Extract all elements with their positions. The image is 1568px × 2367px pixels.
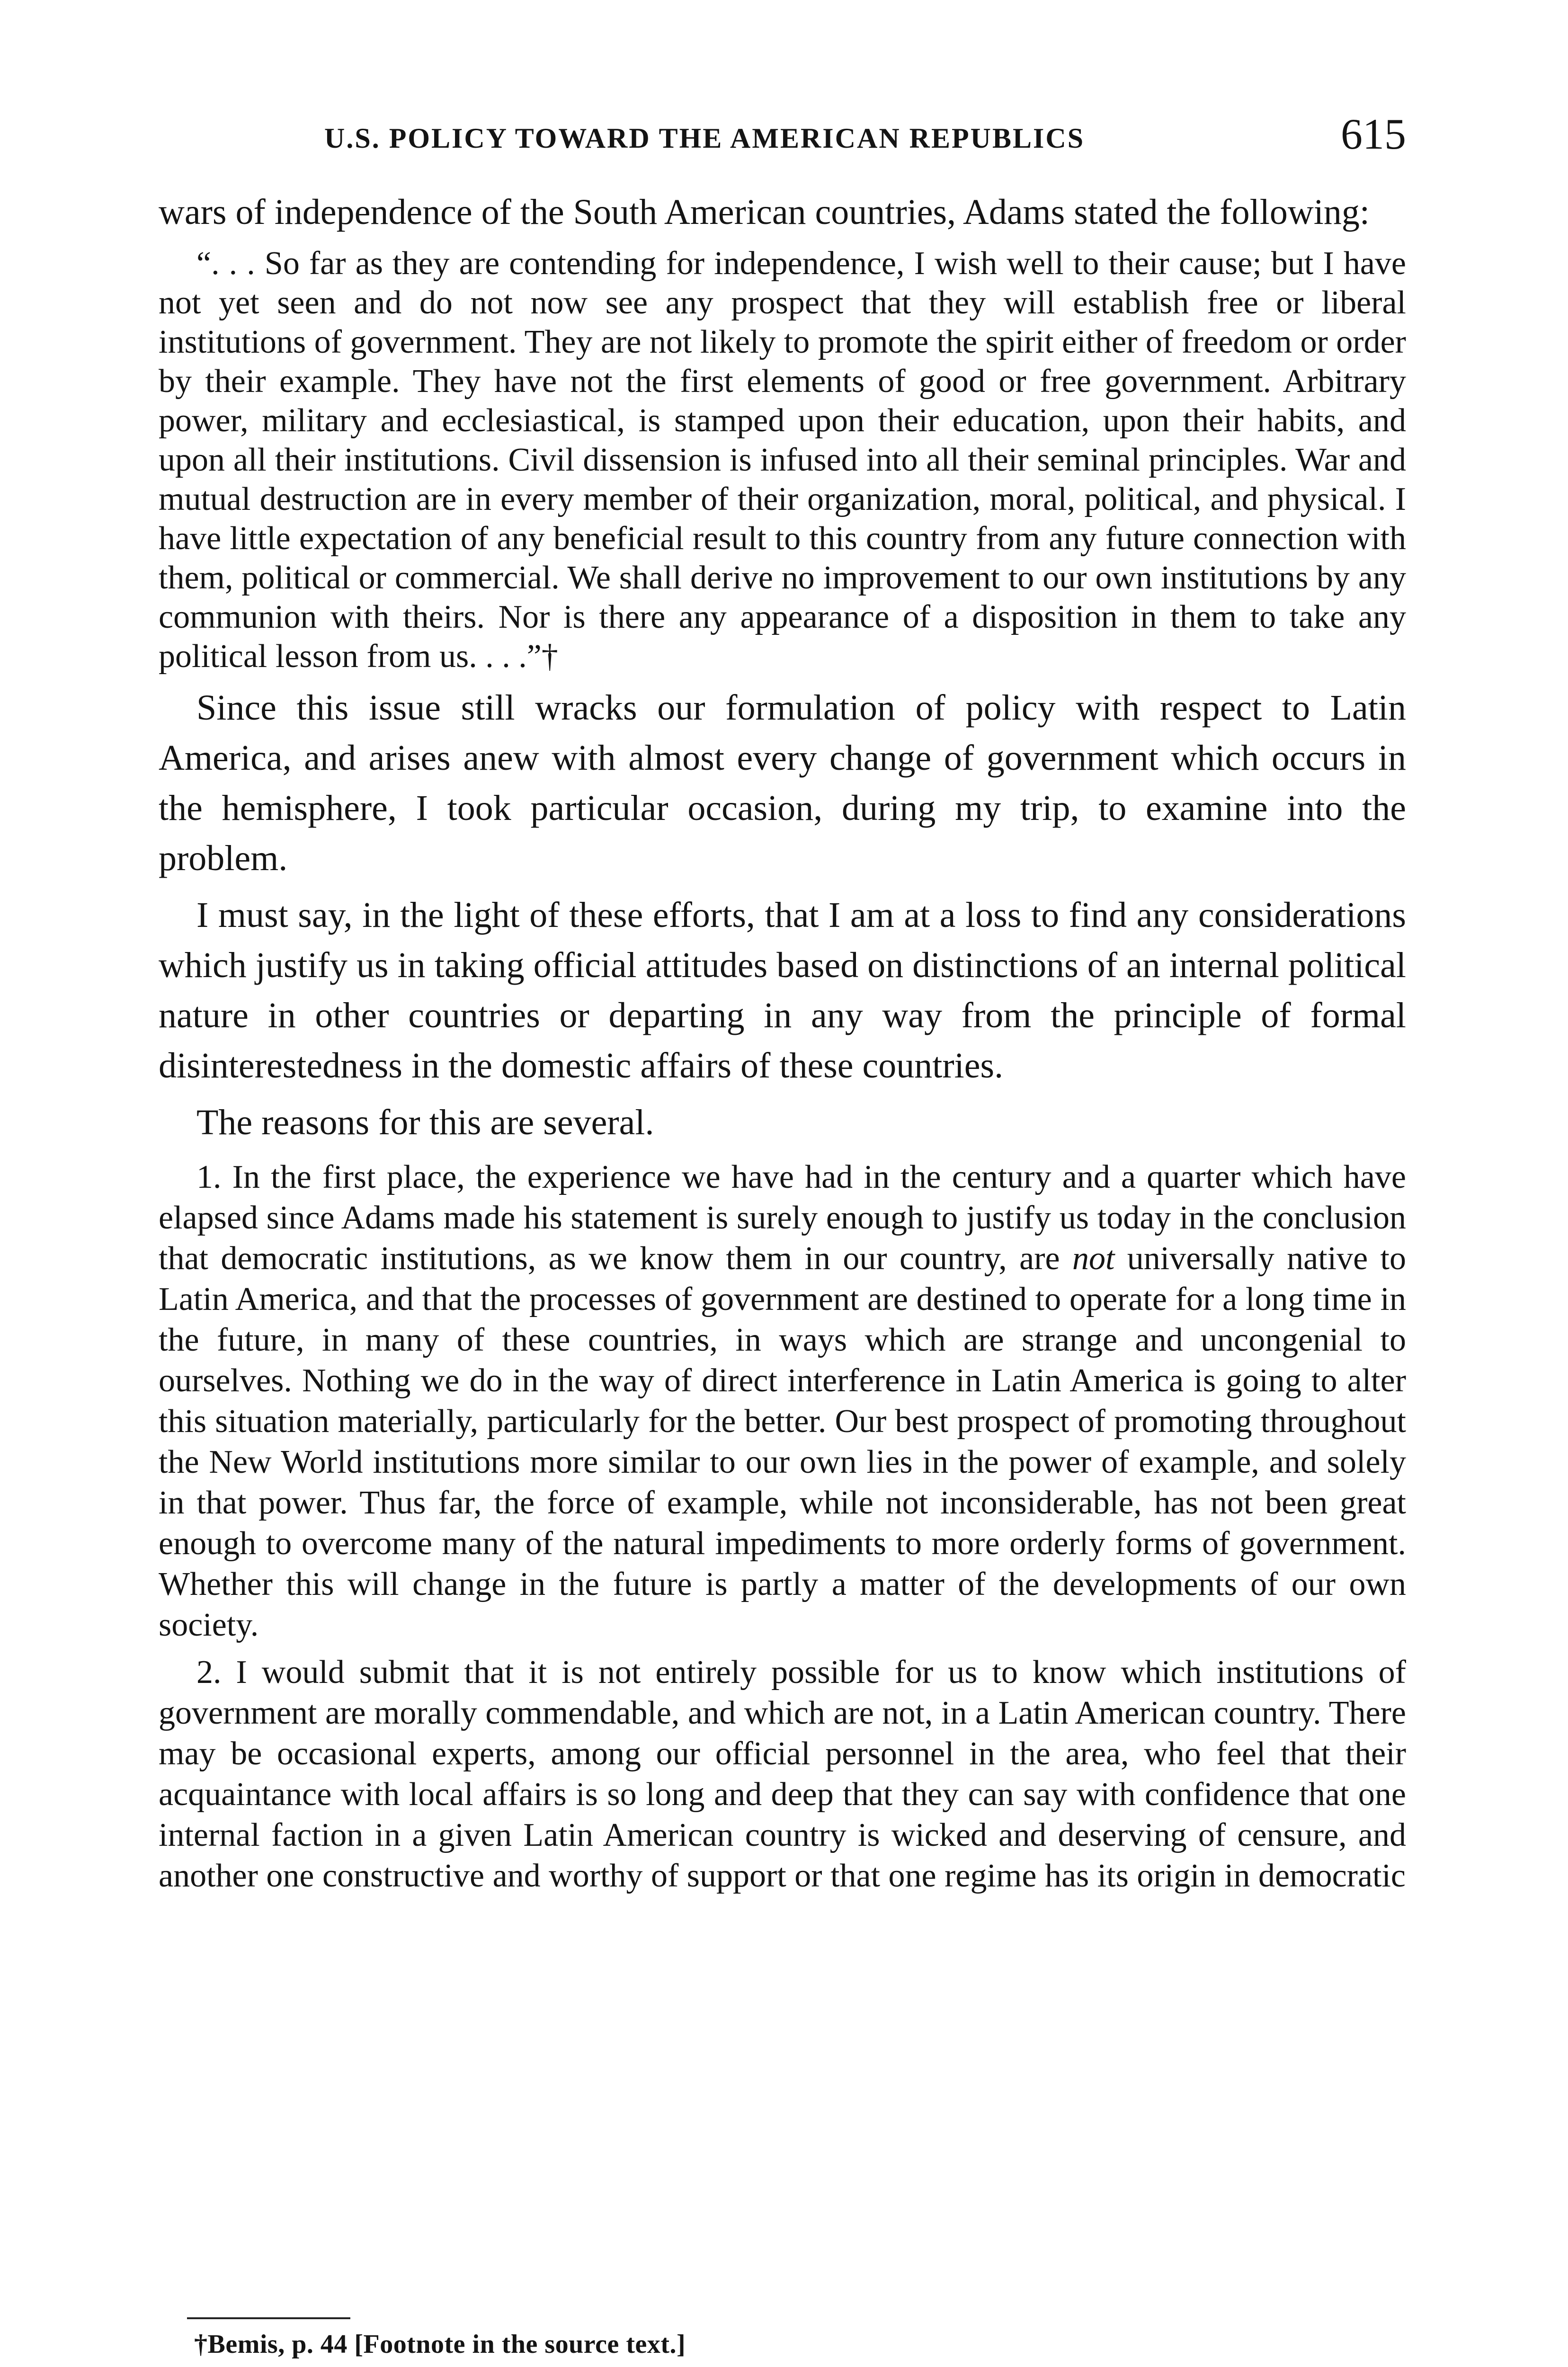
- numbered-point-1: [159, 1157, 1406, 1646]
- footnote: †Bemis, p. 44 [Footnote in the source text.]: [194, 2330, 686, 2359]
- paragraph-considerations: I must say, in the light of these efforts, that I am at a loss to find any considerations which justify us in taking official attitudes based on distinctions of an internal political nature in other countries or departing in any way from the principle of formal disinterestedness in the domestic affairs of these countries.: [159, 895, 1406, 1086]
- paragraph-issue: Since this issue still wracks our formulation of policy with respect to Latin America, and arises anew with almost every change of government which occurs in the hemisphere, I took particular occasion, during my trip, to examine into the problem.: [159, 688, 1406, 878]
- adams-quotation: “. . . So far as they are contending for independence, I wish well to their cause; but I have not yet seen and do not now see any prospect that they will establish free or liberal institutions of government. They are not likely to promote the spirit either of freedom or order by their example. They have not the first elements of good or free government. Arbitrary power, military and ecclesiastical, is stamped upon their education, upon their habits, and upon all their institutions. Civil dissension is infused into all their seminal principles. War and mutual destruction are in every member of their organization, moral, political, and physical. I have little expectation of any beneficial result to this country from any future connection with them, political or commercial. We shall derive no improvement to our own institutions by any communion with theirs. Nor is there any appearance of a disposition in them to take any political lesson from us. . . .”†: [159, 245, 1406, 675]
- document-page: [159, 109, 1406, 1896]
- footnote-divider: [187, 2317, 350, 2319]
- point-1-text-b: universally native to Latin America, and that the processes of government are destined to operate for a long time in the future, in many of these countries, in ways which are strange and uncongenial to ourselves. Nothing we do in the way of direct interference in Latin America is going to alter this situation materially, particularly for the better. Our best prospect of promoting throughout the New World institutions more similar to our own lies in the power of example, and solely in that power. Thus far, the force of example, while not inconsiderable, has not been great enough to overcome many of the natural impediments to more orderly forms of government. Whether this will change in the future is partly a matter of the developments of our own society.: [159, 1240, 1406, 1643]
- running-head: [159, 109, 1406, 161]
- running-head-title: U.S. POLICY TOWARD THE AMERICAN REPUBLICS: [324, 123, 1085, 154]
- page-number: 615: [1341, 110, 1406, 158]
- paragraph-reasons: The reasons for this are several.: [196, 1103, 654, 1142]
- point-1-text-a: 1. In the first place, the experience we have had in the century and a quarter which have elapsed since Adams made his statement is surely enough to justify us today in the conclusion that democratic institutions, as we know them in our country, are: [159, 1159, 1406, 1277]
- point-1-emphasis: not: [1072, 1240, 1115, 1277]
- intro-paragraph: wars of independence of the South American countries, Adams stated the following:: [159, 192, 1370, 232]
- numbered-point-2: 2. I would submit that it is not entirely possible for us to know which institutions of government are morally commendable, and which are not, in a Latin American country. There may be occasional experts, among our official personnel in the area, who feel that their acquaintance with local affairs is so long and deep that they can say with confidence that one internal faction in a given Latin American country is wicked and deserving of censure, and another one constructive and worthy of support or that one regime has its origin in democratic: [159, 1654, 1406, 1894]
